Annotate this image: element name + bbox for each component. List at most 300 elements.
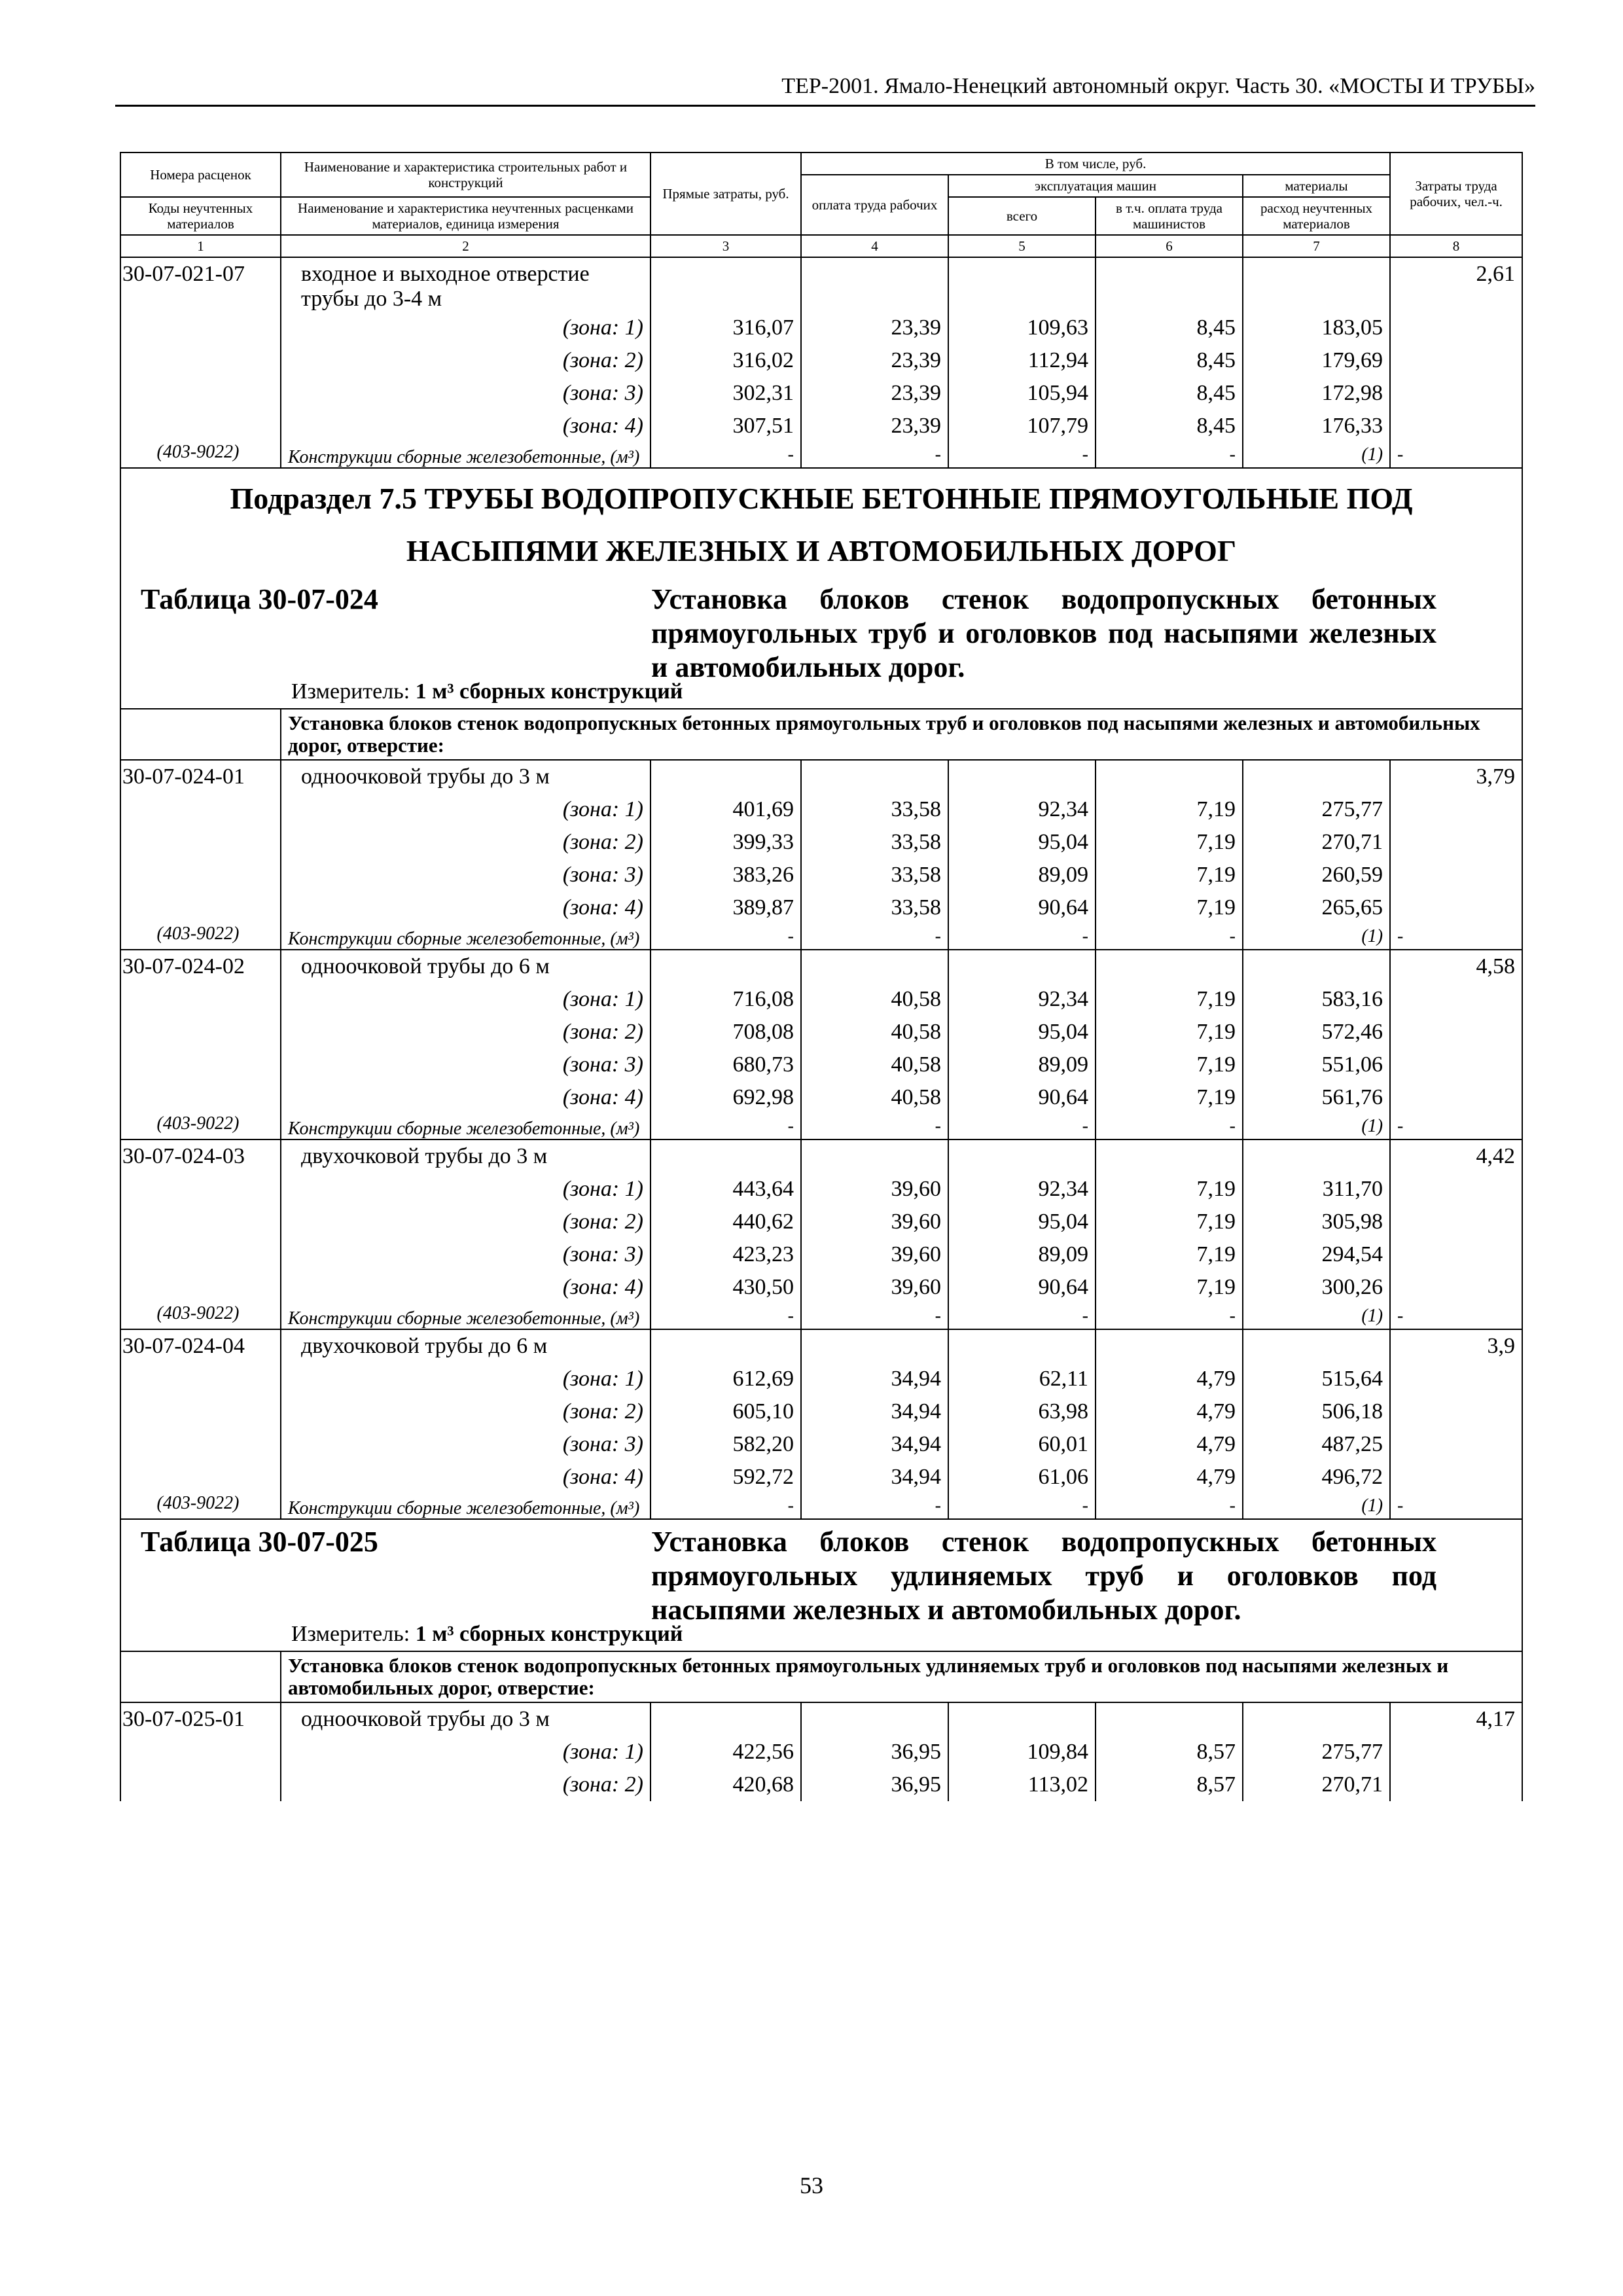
dash: - (1096, 442, 1243, 468)
direct-cost: 422,56 (651, 1736, 801, 1768)
dash: - (651, 924, 801, 950)
table-024-heading-row (120, 577, 1522, 709)
zone-row (120, 1049, 1522, 1081)
table-title: Установка блоков стенок водопропускных бетонных прямоугольных удлиняемых труб и оголовков под насыпями железных и автомобильных дорог. (651, 1526, 1436, 1626)
worker-wages: 33,58 (801, 859, 948, 891)
machine-cost: 90,64 (948, 1271, 1096, 1304)
column-header-2-sub: Наименование и характеристика неучтенных расценками материалов, единица измерения (281, 197, 651, 235)
table-number: Таблица 30-07-024 (141, 583, 378, 615)
dash: - (1096, 924, 1243, 950)
item-title-row (120, 760, 1522, 793)
dash: - (801, 1304, 948, 1329)
zone-row (120, 793, 1522, 826)
rate-code: 30-07-021-07 (120, 257, 281, 312)
labor-cost: 3,79 (1390, 760, 1522, 793)
materials-cost: 583,16 (1243, 983, 1390, 1016)
worker-wages: 40,58 (801, 1016, 948, 1049)
materials-cost: 294,54 (1243, 1238, 1390, 1271)
empty-cell (120, 344, 281, 377)
direct-cost: 680,73 (651, 1049, 801, 1081)
dash: - (1390, 442, 1522, 468)
machine-cost: 90,64 (948, 1081, 1096, 1114)
measure-unit (291, 1622, 683, 1647)
empty-cell (1390, 1271, 1522, 1304)
empty-cell (1243, 257, 1390, 312)
dash: - (1390, 1494, 1522, 1519)
rate-code: 30-07-025-01 (120, 1702, 281, 1736)
item-title-row (120, 1702, 1522, 1736)
empty-cell (1390, 826, 1522, 859)
direct-cost: 307,51 (651, 410, 801, 442)
worker-wages: 36,95 (801, 1736, 948, 1768)
work-name: двухочковой трубы до 6 м (281, 1329, 651, 1363)
materials-cost: 172,98 (1243, 377, 1390, 410)
zone-label: (зона: 1) (281, 1173, 651, 1206)
material-row (120, 442, 1522, 468)
zone-row (120, 1271, 1522, 1304)
empty-cell (1390, 891, 1522, 924)
column-number: 4 (801, 235, 948, 257)
material-quantity: (1) (1243, 442, 1390, 468)
group-heading-row (120, 1651, 1522, 1702)
machine-cost: 109,84 (948, 1736, 1096, 1768)
empty-cell (120, 826, 281, 859)
materials-cost: 275,77 (1243, 1736, 1390, 1768)
materials-cost: 260,59 (1243, 859, 1390, 891)
material-name: Конструкции сборные железобетонные, (м³) (281, 1114, 651, 1139)
machine-cost: 95,04 (948, 1016, 1096, 1049)
dash: - (1390, 1304, 1522, 1329)
worker-wages: 23,39 (801, 312, 948, 344)
column-header-7: расход неучтенных материалов (1243, 197, 1390, 235)
column-header-row-1 (120, 152, 1522, 175)
material-name: Конструкции сборные железобетонные, (м³) (281, 924, 651, 950)
empty-cell (120, 1271, 281, 1304)
empty-cell (120, 1428, 281, 1461)
empty-cell (120, 410, 281, 442)
empty-cell (651, 1329, 801, 1363)
worker-wages: 39,60 (801, 1206, 948, 1238)
worker-wages: 33,58 (801, 891, 948, 924)
dash: - (801, 1494, 948, 1519)
worker-wages: 33,58 (801, 793, 948, 826)
work-name: двухочковой трубы до 3 м (281, 1139, 651, 1173)
rate-code: 30-07-024-03 (120, 1139, 281, 1173)
empty-cell (651, 950, 801, 983)
materials-cost: 311,70 (1243, 1173, 1390, 1206)
zone-row (120, 344, 1522, 377)
zone-label: (зона: 3) (281, 377, 651, 410)
direct-cost: 302,31 (651, 377, 801, 410)
direct-cost: 592,72 (651, 1461, 801, 1494)
empty-cell (1390, 344, 1522, 377)
operator-wages: 7,19 (1096, 793, 1243, 826)
worker-wages: 23,39 (801, 377, 948, 410)
empty-cell (948, 257, 1096, 312)
dash: - (651, 442, 801, 468)
labor-cost: 3,9 (1390, 1329, 1522, 1363)
empty-cell (1096, 1329, 1243, 1363)
item-title-row (120, 1329, 1522, 1363)
empty-cell (120, 1736, 281, 1768)
zone-row (120, 312, 1522, 344)
worker-wages: 40,58 (801, 1049, 948, 1081)
operator-wages: 7,19 (1096, 1081, 1243, 1114)
empty-cell (948, 1329, 1096, 1363)
dash: - (801, 924, 948, 950)
zone-label: (зона: 1) (281, 1736, 651, 1768)
empty-cell (1390, 1238, 1522, 1271)
dash: - (1096, 1494, 1243, 1519)
labor-cost: 2,61 (1390, 257, 1522, 312)
direct-cost: 420,68 (651, 1768, 801, 1801)
empty-cell (120, 1363, 281, 1395)
zone-label: (зона: 2) (281, 1768, 651, 1801)
empty-cell (1243, 760, 1390, 793)
worker-wages: 34,94 (801, 1461, 948, 1494)
column-header-included: В том числе, руб. (801, 152, 1390, 175)
subsection-line: НАСЫПЯМИ ЖЕЛЕЗНЫХ И АВТОМОБИЛЬНЫХ ДОРОГ (406, 534, 1237, 567)
column-number: 6 (1096, 235, 1243, 257)
operator-wages: 4,79 (1096, 1428, 1243, 1461)
dash: - (651, 1494, 801, 1519)
worker-wages: 40,58 (801, 983, 948, 1016)
worker-wages: 39,60 (801, 1238, 948, 1271)
operator-wages: 8,45 (1096, 344, 1243, 377)
direct-cost: 316,02 (651, 344, 801, 377)
zone-label: (зона: 2) (281, 1206, 651, 1238)
zone-row (120, 1206, 1522, 1238)
empty-cell (651, 257, 801, 312)
machine-cost: 92,34 (948, 793, 1096, 826)
table-body (120, 152, 1522, 1801)
material-code: (403-9022) (120, 924, 281, 950)
column-header-8: Затраты труда рабочих, чел.-ч. (1390, 152, 1522, 235)
dash: - (801, 442, 948, 468)
zone-label: (зона: 4) (281, 891, 651, 924)
empty-cell (120, 1206, 281, 1238)
zone-label: (зона: 4) (281, 410, 651, 442)
materials-cost: 305,98 (1243, 1206, 1390, 1238)
empty-cell (120, 983, 281, 1016)
empty-cell (948, 760, 1096, 793)
material-code: (403-9022) (120, 1494, 281, 1519)
empty-cell (801, 1702, 948, 1736)
zone-row (120, 1768, 1522, 1801)
table-heading-block (121, 577, 1522, 708)
operator-wages: 7,19 (1096, 1049, 1243, 1081)
empty-cell (1390, 1173, 1522, 1206)
operator-wages: 8,45 (1096, 410, 1243, 442)
labor-cost: 4,17 (1390, 1702, 1522, 1736)
table-heading-block (121, 1520, 1522, 1651)
direct-cost: 708,08 (651, 1016, 801, 1049)
zone-row (120, 859, 1522, 891)
column-header-1: Номера расценок (120, 152, 281, 197)
empty-cell (120, 1173, 281, 1206)
empty-cell (651, 1702, 801, 1736)
empty-cell (120, 793, 281, 826)
column-number: 8 (1390, 235, 1522, 257)
measure-value: 1 м³ сборных конструкций (415, 679, 683, 704)
operator-wages: 7,19 (1096, 1173, 1243, 1206)
dash: - (948, 1114, 1096, 1139)
zone-label: (зона: 3) (281, 1049, 651, 1081)
work-name: одноочковой трубы до 6 м (281, 950, 651, 983)
material-quantity: (1) (1243, 924, 1390, 950)
worker-wages: 23,39 (801, 410, 948, 442)
item-title-row (120, 257, 1522, 312)
zone-row (120, 1736, 1522, 1768)
material-code: (403-9022) (120, 1304, 281, 1329)
zone-label: (зона: 2) (281, 826, 651, 859)
zone-row (120, 826, 1522, 859)
operator-wages: 7,19 (1096, 1206, 1243, 1238)
materials-cost: 496,72 (1243, 1461, 1390, 1494)
dash: - (948, 1494, 1096, 1519)
direct-cost: 716,08 (651, 983, 801, 1016)
zone-label: (зона: 2) (281, 344, 651, 377)
zone-row (120, 1395, 1522, 1428)
materials-cost: 506,18 (1243, 1395, 1390, 1428)
header-rule (115, 105, 1535, 107)
zone-row (120, 1016, 1522, 1049)
work-name: одноочковой трубы до 3 м (281, 1702, 651, 1736)
column-number-row (120, 235, 1522, 257)
empty-cell (1390, 410, 1522, 442)
column-header-6: в т.ч. оплата труда машинистов (1096, 197, 1243, 235)
zone-label: (зона: 2) (281, 1395, 651, 1428)
empty-cell (1243, 1139, 1390, 1173)
materials-cost: 270,71 (1243, 826, 1390, 859)
empty-cell (1390, 793, 1522, 826)
machine-cost: 112,94 (948, 344, 1096, 377)
machine-cost: 63,98 (948, 1395, 1096, 1428)
item-title-row (120, 950, 1522, 983)
machine-cost: 89,09 (948, 1238, 1096, 1271)
machine-cost: 62,11 (948, 1363, 1096, 1395)
empty-cell (120, 1081, 281, 1114)
materials-cost: 551,06 (1243, 1049, 1390, 1081)
empty-cell (1243, 950, 1390, 983)
operator-wages: 7,19 (1096, 1016, 1243, 1049)
zone-row (120, 1081, 1522, 1114)
table-025-heading-row (120, 1519, 1522, 1651)
empty-cell (1243, 1329, 1390, 1363)
worker-wages: 33,58 (801, 826, 948, 859)
material-quantity: (1) (1243, 1304, 1390, 1329)
material-row (120, 1304, 1522, 1329)
direct-cost: 443,64 (651, 1173, 801, 1206)
operator-wages: 4,79 (1096, 1363, 1243, 1395)
empty-cell (801, 1329, 948, 1363)
operator-wages: 4,79 (1096, 1461, 1243, 1494)
materials-cost: 265,65 (1243, 891, 1390, 924)
work-name: одноочковой трубы до 3 м (281, 760, 651, 793)
rate-code: 30-07-024-02 (120, 950, 281, 983)
empty-cell (120, 1238, 281, 1271)
page-number: 53 (800, 2172, 823, 2198)
dash: - (1096, 1304, 1243, 1329)
subsection-title (120, 468, 1522, 577)
direct-cost: 383,26 (651, 859, 801, 891)
operator-wages: 7,19 (1096, 983, 1243, 1016)
materials-cost: 270,71 (1243, 1768, 1390, 1801)
empty-cell (948, 950, 1096, 983)
zone-label: (зона: 4) (281, 1271, 651, 1304)
worker-wages: 40,58 (801, 1081, 948, 1114)
running-header: ТЕР-2001. Ямало-Ненецкий автономный округ. Часть 30. «МОСТЫ И ТРУБЫ» (781, 74, 1535, 98)
material-name: Конструкции сборные железобетонные, (м³) (281, 1494, 651, 1519)
rate-code: 30-07-024-01 (120, 760, 281, 793)
empty-cell (1390, 1428, 1522, 1461)
column-number: 2 (281, 235, 651, 257)
operator-wages: 8,45 (1096, 312, 1243, 344)
materials-cost: 179,69 (1243, 344, 1390, 377)
direct-cost: 401,69 (651, 793, 801, 826)
empty-cell (120, 859, 281, 891)
empty-cell (1390, 377, 1522, 410)
empty-cell (1390, 1395, 1522, 1428)
direct-cost: 389,87 (651, 891, 801, 924)
material-row (120, 1494, 1522, 1519)
zone-row (120, 983, 1522, 1016)
machine-cost: 90,64 (948, 891, 1096, 924)
worker-wages: 36,95 (801, 1768, 948, 1801)
zone-row (120, 1428, 1522, 1461)
machine-cost: 89,09 (948, 859, 1096, 891)
empty-cell (1390, 1206, 1522, 1238)
machine-cost: 92,34 (948, 1173, 1096, 1206)
rates-table (120, 152, 1523, 1801)
empty-cell (801, 1139, 948, 1173)
machine-cost: 60,01 (948, 1428, 1096, 1461)
dash: - (948, 442, 1096, 468)
zone-label: (зона: 1) (281, 793, 651, 826)
zone-row (120, 891, 1522, 924)
machine-cost: 109,63 (948, 312, 1096, 344)
material-row (120, 1114, 1522, 1139)
machine-cost: 61,06 (948, 1461, 1096, 1494)
materials-cost: 515,64 (1243, 1363, 1390, 1395)
zone-label: (зона: 1) (281, 1363, 651, 1395)
group-heading-row (120, 709, 1522, 760)
direct-cost: 423,23 (651, 1238, 801, 1271)
column-number: 1 (120, 235, 281, 257)
measure-label: Измеритель: (291, 679, 416, 704)
operator-wages: 7,19 (1096, 859, 1243, 891)
table-title: Установка блоков стенок водопропускных бетонных прямоугольных труб и оголовков под насыпями железных и автомобильных дорог. (651, 583, 1436, 683)
worker-wages: 34,94 (801, 1395, 948, 1428)
material-code: (403-9022) (120, 1114, 281, 1139)
direct-cost: 692,98 (651, 1081, 801, 1114)
empty-cell (1096, 1139, 1243, 1173)
empty-cell (1390, 1049, 1522, 1081)
empty-cell (948, 1139, 1096, 1173)
machine-cost: 92,34 (948, 983, 1096, 1016)
column-header-3: Прямые затраты, руб. (651, 152, 801, 235)
empty-cell (120, 1049, 281, 1081)
item-title-row (120, 1139, 1522, 1173)
group-heading: Установка блоков стенок водопропускных бетонных прямоугольных удлиняемых труб и оголовков под насыпями железных и автомобильных дорог, отверстие: (281, 1651, 1522, 1702)
zone-label: (зона: 1) (281, 312, 651, 344)
material-name: Конструкции сборные железобетонные, (м³) (281, 1304, 651, 1329)
measure-value: 1 м³ сборных конструкций (415, 1622, 683, 1646)
zone-row (120, 1461, 1522, 1494)
material-name: Конструкции сборные железобетонные, (м³) (281, 442, 651, 468)
zone-row (120, 1363, 1522, 1395)
empty-cell (948, 1702, 1096, 1736)
subsection-line: Подраздел 7.5 ТРУБЫ ВОДОПРОПУСКНЫЕ БЕТОННЫЕ ПРЯМОУГОЛЬНЫЕ ПОД (230, 482, 1413, 515)
empty-cell (651, 1139, 801, 1173)
table-heading (120, 577, 1522, 709)
empty-cell (120, 377, 281, 410)
zone-label: (зона: 2) (281, 1016, 651, 1049)
empty-cell (1390, 1081, 1522, 1114)
labor-cost: 4,42 (1390, 1139, 1522, 1173)
material-quantity: (1) (1243, 1114, 1390, 1139)
dash: - (1096, 1114, 1243, 1139)
direct-cost: 582,20 (651, 1428, 801, 1461)
empty-cell (120, 312, 281, 344)
empty-cell (801, 950, 948, 983)
rate-code: 30-07-024-04 (120, 1329, 281, 1363)
dash: - (1390, 924, 1522, 950)
operator-wages: 8,57 (1096, 1736, 1243, 1768)
machine-cost: 89,09 (948, 1049, 1096, 1081)
material-row (120, 924, 1522, 950)
direct-cost: 612,69 (651, 1363, 801, 1395)
column-header-5: всего (948, 197, 1096, 235)
direct-cost: 605,10 (651, 1395, 801, 1428)
empty-cell (1390, 859, 1522, 891)
worker-wages: 39,60 (801, 1271, 948, 1304)
empty-cell (1390, 1768, 1522, 1801)
dash: - (651, 1114, 801, 1139)
empty-cell (120, 1768, 281, 1801)
empty-cell (120, 709, 281, 760)
direct-cost: 399,33 (651, 826, 801, 859)
zone-row (120, 1238, 1522, 1271)
dash: - (948, 1304, 1096, 1329)
column-number: 7 (1243, 235, 1390, 257)
machine-cost: 95,04 (948, 826, 1096, 859)
materials-cost: 183,05 (1243, 312, 1390, 344)
measure-unit (291, 679, 683, 704)
empty-cell (1096, 760, 1243, 793)
group-heading: Установка блоков стенок водопропускных бетонных прямоугольных труб и оголовков под насыпями железных и автомобильных дорог, отверстие: (281, 709, 1522, 760)
empty-cell (1390, 983, 1522, 1016)
operator-wages: 7,19 (1096, 891, 1243, 924)
table-heading (120, 1519, 1522, 1651)
dash: - (651, 1304, 801, 1329)
subsection-row (120, 468, 1522, 577)
dash: - (801, 1114, 948, 1139)
machine-cost: 95,04 (948, 1206, 1096, 1238)
operator-wages: 4,79 (1096, 1395, 1243, 1428)
empty-cell (120, 1651, 281, 1702)
column-number: 3 (651, 235, 801, 257)
zone-label: (зона: 1) (281, 983, 651, 1016)
empty-cell (1096, 950, 1243, 983)
operator-wages: 7,19 (1096, 1271, 1243, 1304)
materials-cost: 561,76 (1243, 1081, 1390, 1114)
column-header-4: оплата труда рабочих (801, 175, 948, 235)
zone-row (120, 377, 1522, 410)
empty-cell (801, 760, 948, 793)
dash: - (1390, 1114, 1522, 1139)
empty-cell (1390, 312, 1522, 344)
